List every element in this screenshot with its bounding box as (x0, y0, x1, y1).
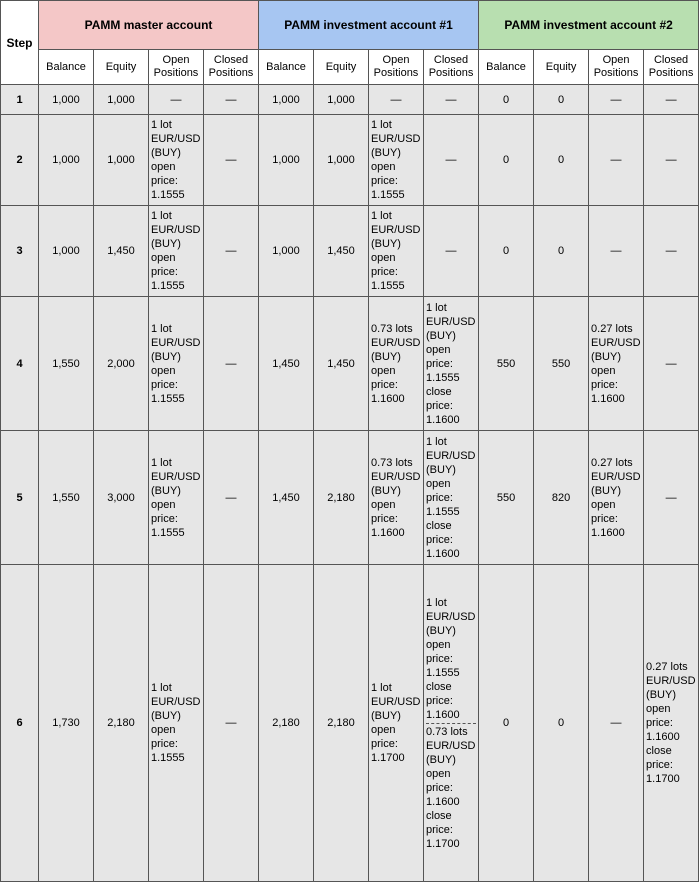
inv1-equity: 1,000 (314, 85, 369, 115)
inv1-equity: 2,180 (314, 431, 369, 565)
step-cell: 3 (1, 206, 39, 297)
master-open: 1 lot EUR/USD (BUY) open price: 1.1555 (149, 115, 204, 206)
inv2-closed: — (644, 85, 699, 115)
table-row (1, 431, 699, 565)
col-open-master: Open Positions (149, 50, 204, 85)
master-equity: 1,000 (94, 85, 149, 115)
col-balance-inv2: Balance (479, 50, 534, 85)
inv1-open: — (369, 85, 424, 115)
col-balance-master: Balance (39, 50, 94, 85)
table-row (1, 206, 699, 297)
inv2-closed: — (644, 297, 699, 431)
inv1-open: 0.73 lots EUR/USD (BUY) open price: 1.1600 (369, 431, 424, 565)
table-row (1, 297, 699, 431)
master-open: — (149, 85, 204, 115)
master-closed: — (204, 431, 259, 565)
inv1-balance: 1,450 (259, 431, 314, 565)
inv1-closed: 1 lot EUR/USD (BUY) open price: 1.1555 close price: 1.1600 (424, 431, 479, 565)
inv1-equity: 1,000 (314, 115, 369, 206)
inv2-equity: 0 (534, 115, 589, 206)
inv1-closed-position-2: 0.73 lots EUR/USD (BUY) open price: 1.1600 close price: 1.1700 (426, 725, 476, 850)
step-cell: 5 (1, 431, 39, 565)
master-closed: — (204, 115, 259, 206)
step-cell: 2 (1, 115, 39, 206)
inv2-closed: — (644, 431, 699, 565)
inv1-closed: — (424, 85, 479, 115)
col-equity-master: Equity (94, 50, 149, 85)
inv2-balance: 0 (479, 206, 534, 297)
inv2-equity: 550 (534, 297, 589, 431)
master-balance: 1,550 (39, 431, 94, 565)
inv2-open: — (589, 115, 644, 206)
inv2-equity: 820 (534, 431, 589, 565)
inv1-open: 1 lot EUR/USD (BUY) open price: 1.1700 (369, 565, 424, 882)
col-closed-master: Closed Positions (204, 50, 259, 85)
step-cell: 6 (1, 565, 39, 882)
inv1-balance: 1,450 (259, 297, 314, 431)
master-balance: 1,730 (39, 565, 94, 882)
master-balance: 1,550 (39, 297, 94, 431)
investment-account-2-header: PAMM investment account #2 (479, 1, 699, 50)
master-closed: — (204, 206, 259, 297)
col-open-inv2: Open Positions (589, 50, 644, 85)
inv2-open: — (589, 565, 644, 882)
table-row (1, 115, 699, 206)
inv1-closed-position-1: 1 lot EUR/USD (BUY) open price: 1.1555 close price: 1.1600 (426, 596, 476, 721)
inv1-equity: 1,450 (314, 297, 369, 431)
master-open: 1 lot EUR/USD (BUY) open price: 1.1555 (149, 297, 204, 431)
inv2-balance: 0 (479, 85, 534, 115)
col-equity-inv1: Equity (314, 50, 369, 85)
step-header: Step (1, 1, 39, 85)
col-closed-inv2: Closed Positions (644, 50, 699, 85)
master-equity: 1,450 (94, 206, 149, 297)
inv1-closed: — (424, 115, 479, 206)
inv2-open: 0.27 lots EUR/USD (BUY) open price: 1.1600 (589, 297, 644, 431)
inv2-open: — (589, 206, 644, 297)
col-closed-inv1: Closed Positions (424, 50, 479, 85)
master-closed: — (204, 85, 259, 115)
inv1-open: 1 lot EUR/USD (BUY) open price: 1.1555 (369, 206, 424, 297)
step-cell: 4 (1, 297, 39, 431)
inv1-balance: 2,180 (259, 565, 314, 882)
master-open: 1 lot EUR/USD (BUY) open price: 1.1555 (149, 206, 204, 297)
investment-account-1-header: PAMM investment account #1 (259, 1, 479, 50)
inv2-equity: 0 (534, 206, 589, 297)
inv2-open: — (589, 85, 644, 115)
master-balance: 1,000 (39, 115, 94, 206)
inv1-closed: 1 lot EUR/USD (BUY) open price: 1.1555 close price: 1.1600 (424, 297, 479, 431)
inv2-closed: — (644, 206, 699, 297)
inv2-balance: 0 (479, 565, 534, 882)
master-equity: 2,180 (94, 565, 149, 882)
inv2-equity: 0 (534, 85, 589, 115)
inv2-equity: 0 (534, 565, 589, 882)
table-row (1, 565, 699, 882)
table-row (1, 85, 699, 115)
inv1-open: 0.73 lots EUR/USD (BUY) open price: 1.1600 (369, 297, 424, 431)
position-divider (426, 723, 476, 724)
master-open: 1 lot EUR/USD (BUY) open price: 1.1555 (149, 565, 204, 882)
master-closed: — (204, 565, 259, 882)
inv2-balance: 550 (479, 297, 534, 431)
master-closed: — (204, 297, 259, 431)
inv2-balance: 550 (479, 431, 534, 565)
inv2-open: 0.27 lots EUR/USD (BUY) open price: 1.1600 (589, 431, 644, 565)
inv1-equity: 1,450 (314, 206, 369, 297)
step-cell: 1 (1, 85, 39, 115)
inv1-closed-multi (424, 565, 479, 882)
inv1-balance: 1,000 (259, 85, 314, 115)
col-equity-inv2: Equity (534, 50, 589, 85)
header-row (1, 1, 699, 50)
inv1-balance: 1,000 (259, 206, 314, 297)
master-equity: 2,000 (94, 297, 149, 431)
inv1-balance: 1,000 (259, 115, 314, 206)
col-balance-inv1: Balance (259, 50, 314, 85)
master-open: 1 lot EUR/USD (BUY) open price: 1.1555 (149, 431, 204, 565)
master-balance: 1,000 (39, 206, 94, 297)
master-balance: 1,000 (39, 85, 94, 115)
master-account-header: PAMM master account (39, 1, 259, 50)
subheader-row (1, 50, 699, 85)
master-equity: 3,000 (94, 431, 149, 565)
inv1-open: 1 lot EUR/USD (BUY) open price: 1.1555 (369, 115, 424, 206)
master-equity: 1,000 (94, 115, 149, 206)
inv1-equity: 2,180 (314, 565, 369, 882)
inv2-closed: — (644, 115, 699, 206)
col-open-inv1: Open Positions (369, 50, 424, 85)
inv2-closed: 0.27 lots EUR/USD (BUY) open price: 1.1600 close price: 1.1700 (644, 565, 699, 882)
inv2-balance: 0 (479, 115, 534, 206)
inv1-closed: — (424, 206, 479, 297)
